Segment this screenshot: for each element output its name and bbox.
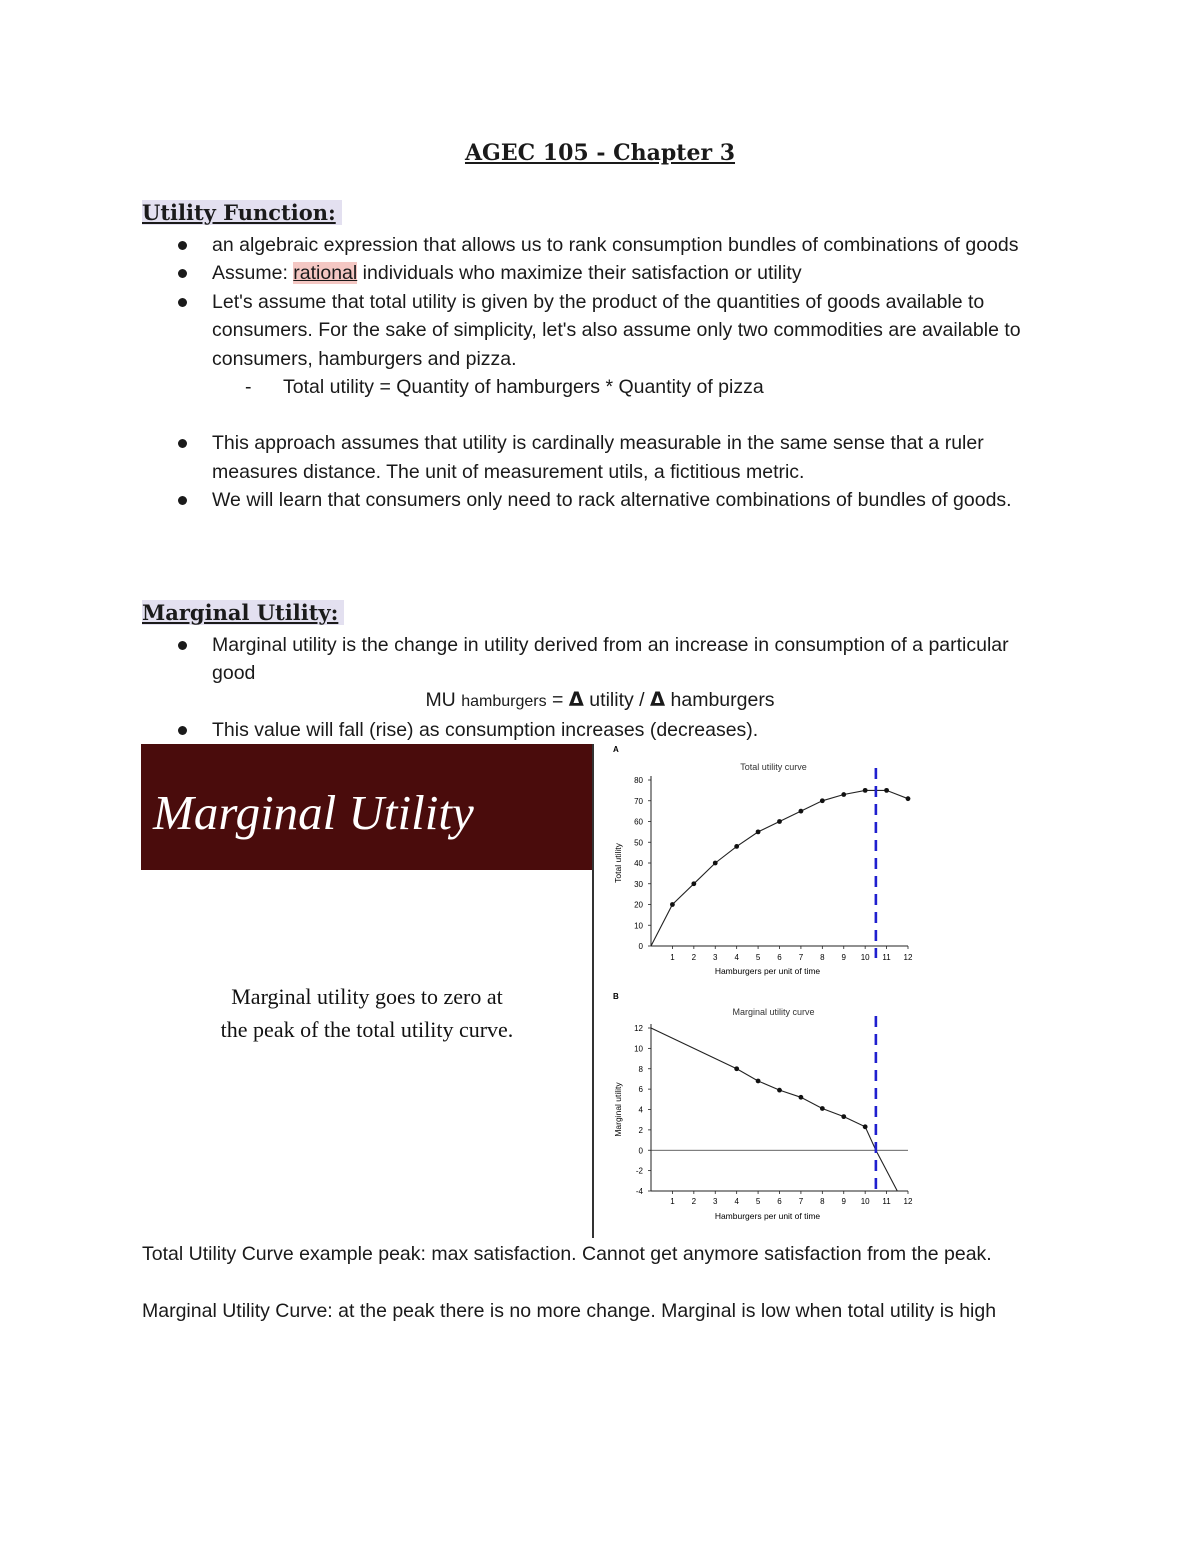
utility-function-list: [142, 231, 1052, 515]
data-point: [756, 1079, 761, 1084]
list-item: Let's assume that total utility is given by the product of the quantities of goods available to consumers. For the sake of simplicity, let's also assume only two commodities are available to consumers, hamburgers and pizza.: [142, 288, 1052, 373]
list-item: This value will fall (rise) as consumption increases (decreases).: [142, 716, 1052, 744]
x-tick-label: 2: [691, 1197, 697, 1206]
x-tick-label: 8: [820, 1197, 825, 1206]
y-tick-label: 20: [634, 900, 643, 910]
data-point: [906, 796, 911, 801]
utility-charts: [603, 744, 963, 1238]
x-tick-label: 6: [777, 953, 782, 962]
x-tick-label: 3: [713, 953, 718, 962]
x-tick-label: 6: [777, 1197, 782, 1206]
x-tick-label: 7: [798, 953, 804, 962]
marginal-utility-figure: [141, 744, 971, 1238]
list-item: Marginal utility is the change in utility derived from an increase in consumption of a particular good: [142, 631, 1052, 688]
data-point: [799, 809, 804, 814]
panel-label: A: [613, 745, 619, 754]
series-line: [651, 790, 908, 946]
y-tick-label: 60: [634, 817, 643, 827]
x-tick-label: 7: [798, 1197, 804, 1206]
dash-marker: -: [245, 376, 252, 399]
bullet-icon: [178, 726, 187, 735]
y-tick-label: 10: [634, 1044, 643, 1054]
marginal-utility-list: [142, 631, 1052, 688]
x-tick-label: 5: [755, 1197, 761, 1206]
x-tick-label: 11: [882, 1197, 891, 1206]
list-item: We will learn that consumers only need to rack alternative combinations of bundles of goods.: [142, 486, 1052, 514]
y-axis-label: Total utility: [613, 843, 623, 883]
data-point: [884, 788, 889, 793]
list-item: an algebraic expression that allows us to rank consumption bundles of combinations of goods: [142, 231, 1052, 259]
bullet-icon: [178, 269, 187, 278]
mu-formula: MU hamburgers = Δ utility / Δ hamburgers: [425, 688, 775, 711]
data-point: [691, 881, 696, 886]
data-point: [863, 788, 868, 793]
list-item: This approach assumes that utility is cardinally measurable in the same sense that a ruler measures distance. The unit of measurement utils, a fictitious metric.: [142, 429, 1052, 486]
x-tick-label: 4: [734, 953, 739, 962]
y-tick-label: -4: [635, 1187, 643, 1196]
x-tick-label: 1: [670, 1197, 675, 1206]
bullet-icon: [178, 439, 187, 448]
caption-marginal-utility: Marginal Utility Curve: at the peak there is no more change. Marginal is low when total utility is high: [142, 1300, 997, 1322]
x-axis-label: Hamburgers per unit of time: [714, 1211, 821, 1221]
data-point: [841, 792, 846, 797]
data-point: [863, 1124, 868, 1129]
x-tick-label: 12: [903, 953, 913, 962]
x-axis-label: Hamburgers per unit of time: [714, 966, 821, 976]
delta-symbol: Δ: [650, 688, 666, 711]
y-axis-label: Marginal utility: [613, 1082, 623, 1137]
slide-note: Marginal utility goes to zero at the peak of the total utility curve.: [220, 984, 514, 1042]
x-tick-label: 9: [841, 953, 846, 962]
section-heading-utility-function: Utility Function:: [142, 200, 342, 225]
y-tick-label: 50: [634, 838, 643, 848]
data-point: [734, 1066, 739, 1071]
data-point: [841, 1114, 846, 1119]
list-item: Assume: rational individuals who maximize their satisfaction or utility: [142, 259, 1052, 287]
x-tick-label: 8: [820, 953, 825, 962]
bullet-icon: [178, 298, 187, 307]
x-tick-label: 12: [903, 1197, 913, 1206]
data-point: [734, 844, 739, 849]
caption-total-utility: Total Utility Curve example peak: max satisfaction. Cannot get anymore satisfaction from the peak.: [142, 1243, 992, 1265]
data-point: [713, 861, 718, 866]
data-point: [820, 1106, 825, 1111]
x-tick-label: 10: [860, 953, 870, 962]
y-tick-label: 12: [634, 1024, 643, 1033]
x-tick-label: 11: [882, 953, 891, 962]
bullet-icon: [178, 641, 187, 650]
document-title: AGEC 105 - Chapter 3: [464, 140, 736, 166]
y-tick-label: 0: [638, 942, 643, 951]
x-tick-label: 3: [713, 1197, 718, 1206]
x-tick-label: 9: [841, 1197, 846, 1206]
x-tick-label: 5: [755, 953, 761, 962]
bullet-icon: [178, 496, 187, 505]
chart-title: Marginal utility curve: [732, 1007, 815, 1017]
x-tick-label: 2: [691, 953, 697, 962]
slide-title: Marginal Utility: [153, 785, 474, 840]
y-tick-label: 10: [634, 921, 643, 931]
y-tick-label: 0: [638, 1146, 643, 1156]
y-tick-label: 70: [634, 796, 643, 806]
y-tick-label: 4: [638, 1105, 643, 1115]
data-point: [670, 902, 675, 907]
highlighted-term: rational: [293, 262, 358, 285]
spacer: [142, 401, 1052, 429]
panel-label: B: [613, 992, 619, 1001]
marginal-utility-list-2: [142, 716, 1052, 744]
y-tick-label: 6: [638, 1085, 643, 1095]
data-point: [777, 1088, 782, 1093]
data-point: [799, 1095, 804, 1100]
y-tick-label: 30: [634, 879, 643, 889]
y-tick-label: 40: [634, 859, 643, 868]
data-point: [777, 819, 782, 824]
delta-symbol: Δ: [568, 688, 584, 711]
bullet-icon: [178, 241, 187, 250]
x-tick-label: 4: [734, 1197, 739, 1206]
x-tick-label: 1: [670, 953, 675, 962]
data-point: [756, 829, 761, 834]
figure-divider: [592, 744, 594, 1238]
chart-title: Total utility curve: [740, 762, 807, 772]
x-tick-label: 10: [860, 1197, 870, 1206]
section-heading-marginal-utility: Marginal Utility:: [142, 600, 344, 625]
sub-list-item: - Total utility = Quantity of hamburgers * Quantity of pizza: [142, 373, 1052, 401]
y-tick-label: 80: [634, 776, 643, 785]
data-point: [820, 798, 825, 803]
y-tick-label: -2: [635, 1166, 643, 1176]
y-tick-label: 2: [638, 1125, 643, 1135]
y-tick-label: 8: [638, 1064, 643, 1074]
series-line: [651, 1028, 897, 1191]
